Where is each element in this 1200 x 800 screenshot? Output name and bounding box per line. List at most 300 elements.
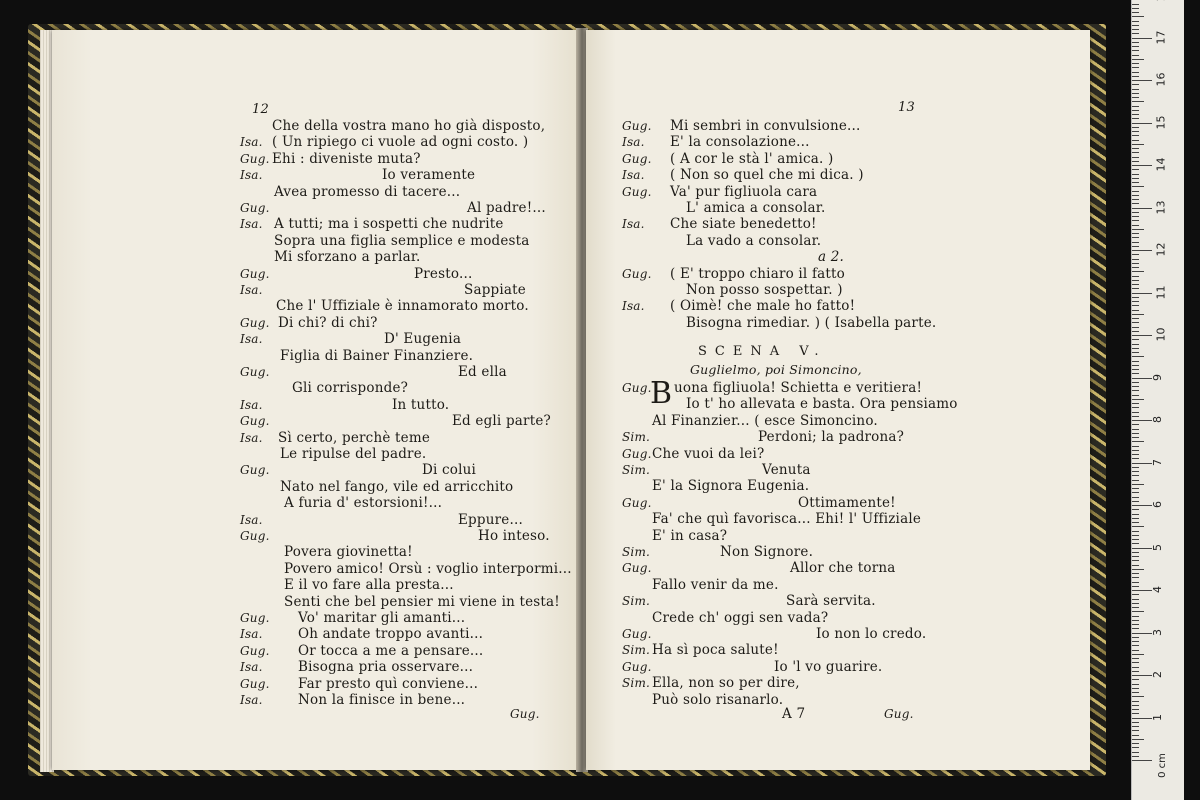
ruler-tick [1132,395,1139,396]
ruler-tick [1132,667,1139,668]
speaker-tag: Isa. [622,299,645,314]
dialogue-line: Fallo venir da me. [652,576,779,593]
ruler-number: 15 [1154,115,1168,129]
signature-mark: A 7 [782,706,806,722]
speaker-tag: Gug. [240,414,270,429]
dialogue-line: Che siate benedetto! [670,216,817,233]
dialogue-line: Non posso sospettar. ) [686,282,843,298]
ruler-tick [1132,420,1152,421]
page-number: 12 [252,102,269,117]
ruler-tick [1132,467,1139,468]
right-page [586,30,1090,770]
ruler-tick [1132,220,1139,221]
ruler-number: 16 [1154,72,1168,87]
speaker-tag: Sim. [622,594,651,609]
dialogue-line: Io 'l vo guarire. [774,658,883,675]
ruler-tick [1132,114,1139,115]
ruler-tick [1132,233,1139,234]
ruler-tick [1132,539,1139,540]
ruler-tick [1132,577,1139,578]
ruler-number: 1 [1151,713,1164,721]
ruler-number: 9 [1151,373,1164,381]
speaker-tag: Isa. [240,168,263,183]
ruler-tick [1132,76,1139,77]
ruler-tick [1132,38,1152,39]
ruler-tick [1132,369,1139,370]
ruler-tick [1132,373,1139,374]
ruler-tick [1132,747,1139,748]
ruler-tick [1132,548,1152,549]
ruler-tick [1132,152,1139,153]
ruler-tick [1132,488,1139,489]
dialogue-line: E il vo fare alla presta... [284,577,454,594]
ruler-tick [1132,654,1144,655]
dialogue-line: Eppure... [458,511,523,528]
ruler-tick [1132,344,1139,345]
dialogue-line: Ed ella [458,364,507,380]
ruler-tick [1132,658,1139,659]
ruler-tick [1132,199,1139,200]
ruler-tick [1132,552,1139,553]
ruler-number: 13 [1154,200,1168,214]
dialogue-line: Mi sembri in convulsione... [670,118,861,134]
ruler-tick [1132,293,1152,294]
ruler-tick [1132,50,1139,51]
dialogue-line: uona figliuola! Schietta e veritiera! [674,380,923,396]
speaker-tag: Isa. [240,332,263,347]
ruler-tick [1132,21,1139,22]
ruler-tick [1132,637,1139,638]
ruler-tick [1132,208,1152,209]
ruler-tick [1132,225,1139,226]
ruler-tick [1132,339,1139,340]
ruler-number: 6 [1151,501,1164,508]
dialogue-line: Crede ch' oggi sen vada? [652,609,829,626]
ruler-tick [1132,688,1139,689]
ruler-tick [1132,348,1139,349]
ruler-tick [1132,594,1139,595]
speaker-tag: Sim. [622,430,651,445]
ruler-number: 10 [1154,327,1168,342]
ruler-number: 17 [1154,30,1168,44]
speaker-tag: Gug. [622,184,652,199]
scene-characters: Guglielmo, poi Simoncino, [690,362,862,377]
ruler-tick [1132,628,1139,629]
scene-title: SCENA V. [698,344,827,359]
dialogue-line: Sarà servita. [786,593,876,610]
dialogue-line: Mi sforzano a parlar. [274,249,421,266]
ruler-tick [1132,701,1139,702]
speaker-tag: Isa. [240,135,263,150]
dialogue-line: A furia d' estorsioni!... [284,495,443,512]
ruler-tick [1132,616,1139,617]
dialogue-line: Oh andate troppo avanti... [298,626,484,643]
dialogue-line: E' la consolazione... [670,134,810,151]
dialogue-line: a 2. [818,249,845,266]
ruler-tick [1132,169,1139,170]
ruler-tick [1132,590,1152,591]
dialogue-line: Venuta [762,462,811,478]
speaker-tag: Isa. [622,217,645,232]
ruler-tick [1132,446,1139,447]
left-page [52,30,578,770]
ruler-tick [1132,713,1139,714]
speaker-tag: Isa. [622,135,645,150]
speaker-tag: Gug. [622,495,652,510]
ruler-tick [1132,305,1139,306]
dialogue-line: Figlia di Bainer Finanziere. [280,347,474,364]
dialogue-line: Senti che bel pensier mi viene in testa! [284,593,560,610]
speaker-tag: Gug. [622,561,652,576]
speaker-tag: Gug. [622,266,652,281]
ruler-tick [1132,696,1144,697]
ruler-tick [1132,429,1139,430]
dialogue-line: Ehi : diveniste muta? [272,150,421,167]
ruler-tick [1132,110,1139,111]
dialogue-line: ( E' troppo chiaro il fatto [670,265,845,282]
dialogue-line: ( Oimè! che male ho fatto! [670,298,856,315]
ruler-tick [1132,739,1144,740]
ruler-tick [1132,573,1139,574]
dialogue-line: Povera giovinetta! [284,544,413,561]
ruler-tick [1132,565,1139,566]
speaker-tag: Sim. [622,545,651,559]
ruler-tick [1132,59,1144,60]
dialogue-line: La vado a consolar. [686,232,822,249]
dialogue-line: Gli corrisponde? [292,380,409,397]
ruler-tick [1132,475,1139,476]
speaker-tag: Gug. [240,611,270,625]
ruler-tick [1132,106,1139,107]
speaker-tag: Sim. [622,676,651,691]
ruler-tick [1132,46,1139,47]
ruler-tick [1132,518,1139,519]
page-number: 13 [898,100,915,115]
ruler-tick [1132,726,1139,727]
ruler-tick [1132,378,1152,379]
speaker-tag: Gug. [622,119,652,133]
dialogue-line: Avea promesso di tacere... [274,183,461,200]
speaker-tag: Gug. [622,446,652,461]
ruler-number: 3 [1151,628,1164,636]
ruler-tick [1132,458,1139,459]
speaker-tag: Isa. [240,430,263,445]
ruler-tick [1132,514,1139,515]
ruler-tick [1132,335,1152,336]
ruler-tick [1132,607,1139,608]
speaker-tag: Isa. [240,512,263,527]
speaker-tag: Gug. [240,201,270,215]
ruler-tick [1132,743,1139,744]
ruler-tick [1132,624,1139,625]
ruler-tick [1132,72,1139,73]
dialogue-line: L' amica a consolar. [686,200,826,216]
dialogue-line: Di chi? di chi? [278,314,378,331]
dialogue-line: Al padre!... [467,200,546,216]
dialogue-line: E' in casa? [652,527,728,544]
ruler-tick [1132,123,1152,124]
ruler-tick [1132,131,1139,132]
ruler-tick [1132,127,1139,128]
ruler-tick [1132,237,1139,238]
ruler-number: 7 [1151,458,1164,466]
ruler-tick [1132,760,1152,761]
ruler-tick [1132,318,1139,319]
dialogue-line: A tutti; ma i sospetti che nudrite [274,216,504,233]
ruler-tick [1132,463,1152,464]
dialogue-line: Ho inteso. [478,528,550,544]
dialogue-line: Bisogna pria osservare... [298,659,474,676]
ruler-tick [1132,399,1144,400]
ruler-tick [1132,471,1139,472]
dialogue-line: Non Signore. [720,544,814,560]
dialogue-line: Sappiate [464,282,526,298]
dialogue-line: D' Eugenia [384,331,462,348]
ruler-tick [1132,709,1139,710]
ruler-tick [1132,144,1144,145]
ruler-tick [1132,101,1144,102]
ruler-tick [1132,611,1144,612]
dialogue-line: Perdoni; la padrona? [758,429,905,446]
ruler-tick [1132,437,1139,438]
dialogue-line: Ha sì poca salute! [652,642,779,659]
ruler-tick [1132,641,1139,642]
dialogue-line: Io non lo credo. [816,626,927,642]
speaker-tag: Isa. [240,660,263,675]
ruler-tick [1132,178,1139,179]
ruler-tick [1132,412,1139,413]
ruler-tick [1132,140,1139,141]
ruler-tick [1132,254,1139,255]
dialogue-line: Fa' che quì favorisca... Ehi! l' Uffiziale [652,511,922,528]
dialogue-line: Or tocca a me a pensare... [298,642,484,659]
speaker-tag: Isa. [240,283,263,297]
ruler-tick [1132,718,1152,719]
ruler-tick [1132,424,1139,425]
dialogue-line: Allor che torna [790,560,896,577]
ruler-tick [1132,148,1139,149]
ruler-tick [1132,730,1139,731]
measuring-ruler [1131,0,1184,800]
ruler-tick [1132,501,1139,502]
ruler-tick [1132,484,1144,485]
ruler-tick [1132,650,1139,651]
ruler-tick [1132,633,1152,634]
ruler-tick [1132,599,1139,600]
speaker-tag: Isa. [240,627,263,642]
ruler-tick [1132,8,1139,9]
speaker-tag: Gug. [622,151,652,166]
ruler-tick [1132,195,1139,196]
dialogue-line: Che l' Uffiziale è innamorato morto. [276,298,529,315]
ruler-tick [1132,42,1139,43]
ruler-tick [1132,250,1152,251]
ruler-tick [1132,89,1139,90]
ruler-tick [1132,441,1144,442]
ruler-tick [1132,450,1139,451]
ruler-tick [1132,191,1139,192]
dialogue-line: Nato nel fango, vile ed arricchito [280,478,514,495]
ruler-tick [1132,4,1139,5]
ruler-tick [1132,662,1139,663]
catchword: Gug. [884,707,914,721]
ruler-tick [1132,297,1139,298]
ruler-tick [1132,722,1139,723]
ruler-tick [1132,361,1139,362]
ruler-tick [1132,314,1144,315]
ruler-tick [1132,165,1152,166]
speaker-tag: Isa. [240,693,263,707]
ruler-tick [1132,276,1139,277]
ruler-tick [1132,29,1139,30]
ruler-number: 5 [1151,543,1164,551]
speaker-tag: Gug. [622,627,652,641]
ruler-tick [1132,67,1139,68]
dialogue-line: Bisogna rimediar. ) ( Isabella parte. [686,314,937,331]
ruler-tick [1132,569,1144,570]
ruler-tick [1132,675,1152,676]
ruler-tick [1132,671,1139,672]
ruler-tick [1132,407,1139,408]
ruler-tick [1132,556,1139,557]
dialogue-line: Ed egli parte? [452,413,551,430]
ruler-tick [1132,352,1139,353]
dialogue-line: Che vuoi da lei? [652,445,765,462]
ruler-number [1155,0,1168,2]
ruler-number: 2 [1151,671,1164,678]
speaker-tag: Gug. [240,529,270,543]
drop-cap: B [650,376,673,411]
ruler-tick [1132,25,1139,26]
ruler-tick [1132,645,1139,646]
speaker-tag: Gug. [240,315,270,330]
ruler-tick [1132,118,1139,119]
ruler-tick [1132,135,1139,136]
ruler-tick [1132,284,1139,285]
ruler-tick [1132,327,1139,328]
ruler-tick [1132,522,1139,523]
dialogue-line: ( A cor le stà l' amica. ) [670,150,834,167]
ruler-tick [1132,93,1139,94]
ruler-tick [1132,365,1139,366]
ruler-tick [1132,186,1144,187]
ruler-tick [1132,735,1139,736]
ruler-number: 12 [1154,242,1168,257]
ruler-tick [1132,182,1139,183]
dialogue-line: Presto... [414,265,473,282]
speaker-tag: Gug. [622,381,652,395]
ruler-tick [1132,535,1139,536]
ruler-tick [1132,492,1139,493]
ruler-tick [1132,586,1139,587]
dialogue-line: Le ripulse del padre. [280,446,427,462]
ruler-tick [1132,684,1139,685]
ruler-tick [1132,390,1139,391]
ruler-tick [1132,480,1139,481]
dialogue-line: E' la Signora Eugenia. [652,478,810,495]
ruler-tick [1132,280,1139,281]
ruler-tick [1132,454,1139,455]
ruler-tick [1132,63,1139,64]
speaker-tag: Sim. [622,643,651,658]
ruler-tick [1132,242,1139,243]
dialogue-line: Sì certo, perchè teme [278,429,431,446]
speaker-tag: Isa. [240,217,263,232]
ruler-tick [1132,560,1139,561]
ruler-tick [1132,203,1139,204]
ruler-tick [1132,582,1139,583]
speaker-tag: Gug. [240,151,270,166]
ruler-tick [1132,322,1139,323]
dialogue-line: Io veramente [382,167,476,184]
ruler-tick [1132,386,1139,387]
ruler-tick [1132,356,1144,357]
dialogue-line: Sopra una figlia semplice e modesta [274,232,530,249]
ruler-number: 14 [1154,157,1168,172]
ruler-tick [1132,271,1144,272]
ruler-tick [1132,543,1139,544]
dialogue-line: Ottimamente! [798,494,896,511]
ruler-number: 11 [1154,285,1168,299]
ruler-tick [1132,161,1139,162]
ruler-number: 4 [1151,586,1164,593]
speaker-tag: Sim. [622,463,651,477]
ruler-tick [1132,433,1139,434]
ruler-tick [1132,263,1139,264]
ruler-tick [1132,229,1144,230]
ruler-tick [1132,505,1152,506]
ruler-tick [1132,679,1139,680]
ruler-tick [1132,84,1139,85]
ruler-tick [1132,216,1139,217]
dialogue-line: Che della vostra mano ho già disposto, [272,118,546,134]
ruler-tick [1132,752,1139,753]
ruler-tick [1132,259,1139,260]
ruler-tick [1132,33,1139,34]
dialogue-line: Io t' ho allevata e basta. Ora pensiamo [686,396,958,413]
ruler-tick [1132,692,1139,693]
dialogue-line: Di colui [422,462,477,479]
speaker-tag: Gug. [240,463,270,478]
dialogue-line: Può solo risanarlo. [652,691,784,708]
dialogue-line: Al Finanzier... ( esce Simoncino. [652,412,878,429]
ruler-tick [1132,246,1139,247]
ruler-tick [1132,756,1139,757]
speaker-tag: Gug. [240,365,270,379]
ruler-tick [1132,55,1139,56]
ruler-tick [1132,531,1139,532]
dialogue-line: Ella, non so per dire, [652,675,800,692]
ruler-tick [1132,157,1139,158]
ruler-tick [1132,12,1139,13]
ruler-unit-label: 0 cm [1156,753,1168,778]
ruler-tick [1132,301,1139,302]
ruler-tick [1132,416,1139,417]
dialogue-line: In tutto. [392,396,450,413]
ruler-tick [1132,497,1139,498]
ruler-tick [1132,382,1139,383]
dialogue-line: Non la finisce in bene... [298,692,466,708]
catchword: Gug. [510,707,540,721]
ruler-tick [1132,509,1139,510]
speaker-tag: Gug. [240,266,270,281]
ruler-tick [1132,526,1144,527]
ruler-tick [1132,16,1144,17]
ruler-tick [1132,80,1152,81]
speaker-tag: Isa. [240,397,263,412]
ruler-tick [1132,212,1139,213]
ruler-tick [1132,97,1139,98]
